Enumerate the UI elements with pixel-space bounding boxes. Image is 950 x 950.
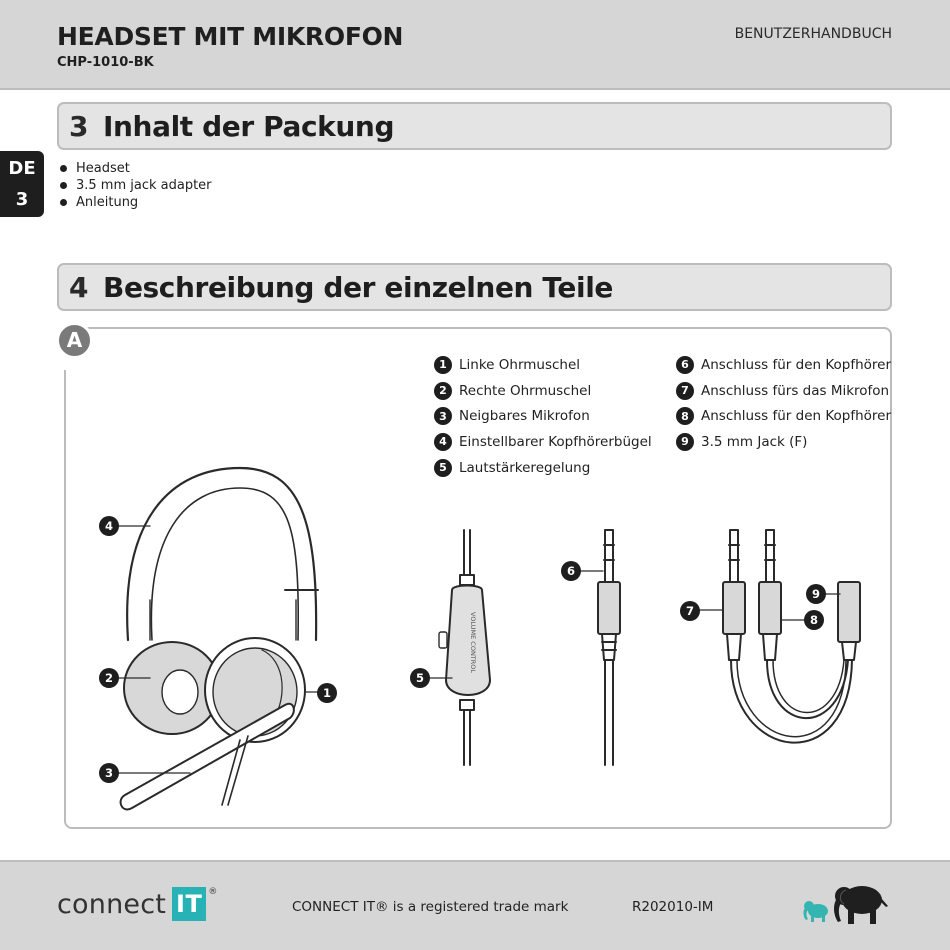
section-3-number: 3 <box>69 110 89 143</box>
callout-7: 7 <box>680 601 700 621</box>
elephant-logo-icon <box>800 878 892 928</box>
callout-8: 8 <box>804 610 824 630</box>
callout-6: 6 <box>561 561 581 581</box>
list-item: 3.5 mm jack adapter <box>60 177 212 194</box>
brand-box: IT <box>172 887 206 921</box>
callout-9: 9 <box>806 584 826 604</box>
list-item: Anleitung <box>60 194 212 211</box>
model-number: CHP-1010-BK <box>57 55 154 70</box>
legend-number: 5 <box>434 459 452 477</box>
legend-number: 9 <box>676 433 694 451</box>
section-4-number: 4 <box>69 271 89 304</box>
list-item: Headset <box>60 160 212 177</box>
figure-label-badge: A <box>56 322 93 359</box>
splitter-drawing <box>723 530 860 743</box>
document-type: BENUTZERHANDBUCH <box>734 26 892 42</box>
legend-number: 1 <box>434 356 452 374</box>
callout-1: 1 <box>317 683 337 703</box>
document-title: HEADSET MIT MIKROFON <box>57 22 404 51</box>
legend-number: 8 <box>676 407 694 425</box>
legend-number: 6 <box>676 356 694 374</box>
trademark-notice: CONNECT IT® is a registered trade mark <box>292 899 569 915</box>
callout-3: 3 <box>99 763 119 783</box>
legend-text: Linke Ohrmuschel <box>459 356 581 373</box>
brand-registered-mark: ® <box>208 887 218 897</box>
callout-4: 4 <box>99 516 119 536</box>
legend-text: Lautstärkeregelung <box>459 459 591 476</box>
language-code: DE <box>8 158 36 179</box>
brand-logo <box>57 887 217 921</box>
callout-5: 5 <box>410 668 430 688</box>
brand-word: connect <box>57 888 167 920</box>
volume-control-label: VOLUME CONTROL <box>469 612 477 674</box>
legend-text: Einstellbarer Kopfhörerbügel <box>459 433 652 450</box>
legend-text: 3.5 mm Jack (F) <box>701 433 808 450</box>
section-4-title: Beschreibung der einzelnen Teile <box>103 271 613 304</box>
callout-2: 2 <box>99 668 119 688</box>
legend-text: Anschluss für den Kopfhörer <box>701 408 892 425</box>
legend-number: 3 <box>434 407 452 425</box>
plug-drawing <box>598 530 620 765</box>
legend-text: Anschluss für den Kopfhörer <box>701 356 892 373</box>
legend-text: Neigbares Mikrofon <box>459 408 590 425</box>
legend-number: 2 <box>434 382 452 400</box>
legend-text: Anschluss fürs das Mikrofon <box>701 382 890 399</box>
legend-number: 7 <box>676 382 694 400</box>
volume-control-drawing <box>439 530 490 765</box>
revision-code: R202010-IM <box>632 899 714 915</box>
legend-text: Rechte Ohrmuschel <box>459 382 592 399</box>
headset-drawing <box>121 468 318 809</box>
page-number: 3 <box>15 189 29 210</box>
legend-number: 4 <box>434 433 452 451</box>
section-3-title: Inhalt der Packung <box>103 110 395 143</box>
